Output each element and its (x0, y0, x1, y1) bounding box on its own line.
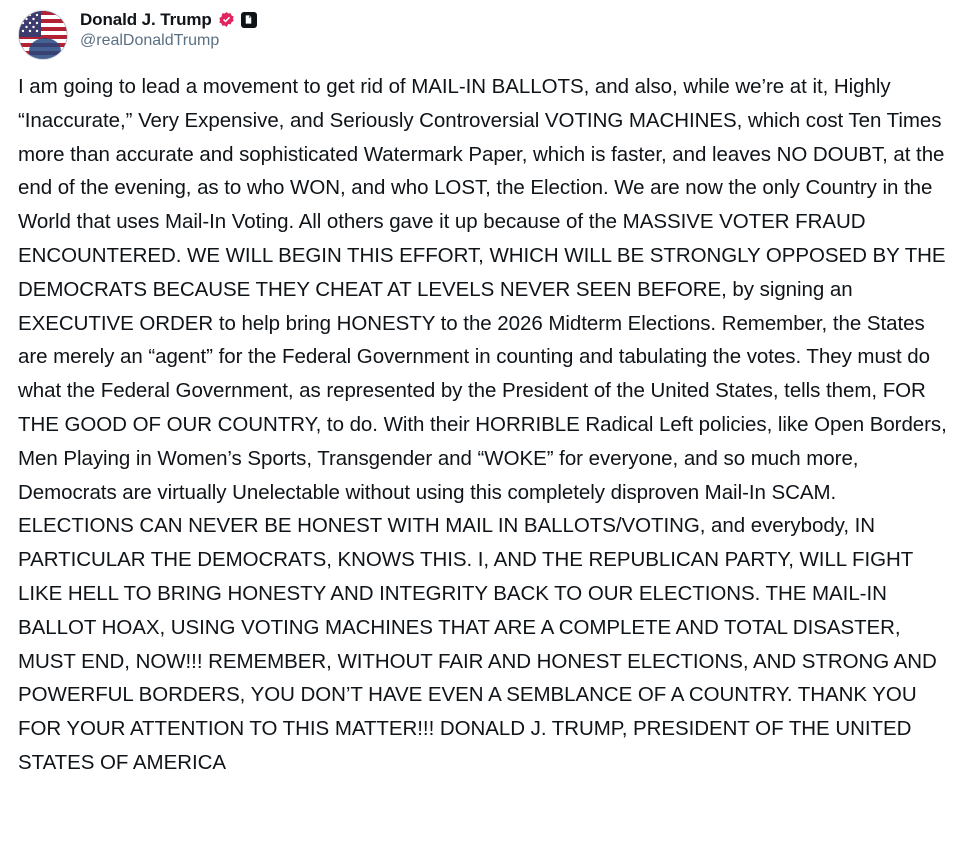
display-name: Donald J. Trump (80, 10, 212, 29)
name-row (80, 11, 257, 28)
affiliate-badge-icon[interactable] (241, 12, 257, 28)
handle: @realDonaldTrump (80, 32, 220, 49)
post-text: I am going to lead a movement to get rid of MAIL-IN BALLOTS, and also, while we’re at it, Highly “Inaccurate,” Very Expensive, and Seriously Controversial VOTING MACHINES, which cost Ten Times more than accurate and sophisticated Watermark Paper, which is faster, and leaves NO DOUBT, at the end of the evening, as to who WON, and who LOST, the Election. We are now the only Country in the World that uses Mail-In Voting. All others gave it up because of the MASSIVE VOTER FRAUD ENCOUNTERED. WE WILL BEGIN THIS EFFORT, WHICH WILL BE STRONGLY OPPOSED BY THE DEMOCRATS BECAUSE THEY CHEAT AT LEVELS NEVER SEEN BEFORE, by signing an EXECUTIVE ORDER to help bring HONESTY to the 2026 Midterm Elections. Remember, the States are merely an “agent” for the Federal Government in counting and tabulating the votes. They must do what the Federal Government, as represented by the President of the United States, tells them, FOR THE GOOD OF OUR COUNTRY, to do. With their HORRIBLE Radical Left policies, like Open Borders, Men Playing in Women’s Sports, Transgender and “WOKE” for everyone, and so much more, Democrats are virtually Unelectable without using this completely disproven Mail-In SCAM. ELECTIONS CAN NEVER BE HONEST WITH MAIL IN BALLOTS/VOTING, and everybody, IN PARTICULAR THE DEMOCRATS, KNOWS THIS. I, AND THE REPUBLICAN PARTY, WILL FIGHT LIKE HELL TO BRING HONESTY AND INTEGRITY BACK TO OUR ELECTIONS. THE MAIL-IN BALLOT HOAX, USING VOTING MACHINES THAT ARE A COMPLETE AND TOTAL DISASTER, MUST END, NOW!!! REMEMBER, WITHOUT FAIR AND HONEST ELECTIONS, AND STRONG AND POWERFUL BORDERS, YOU DON’T HAVE EVEN A SEMBLANCE OF A COUNTRY. THANK YOU FOR YOUR ATTENTION TO THIS MATTER!!! DONALD J. TRUMP, PRESIDENT OF THE UNITED STATES OF AMERICA (18, 75, 953, 774)
verified-check-icon (218, 11, 235, 28)
post-header (18, 10, 951, 60)
identity-block (80, 10, 257, 49)
avatar[interactable] (18, 10, 68, 60)
